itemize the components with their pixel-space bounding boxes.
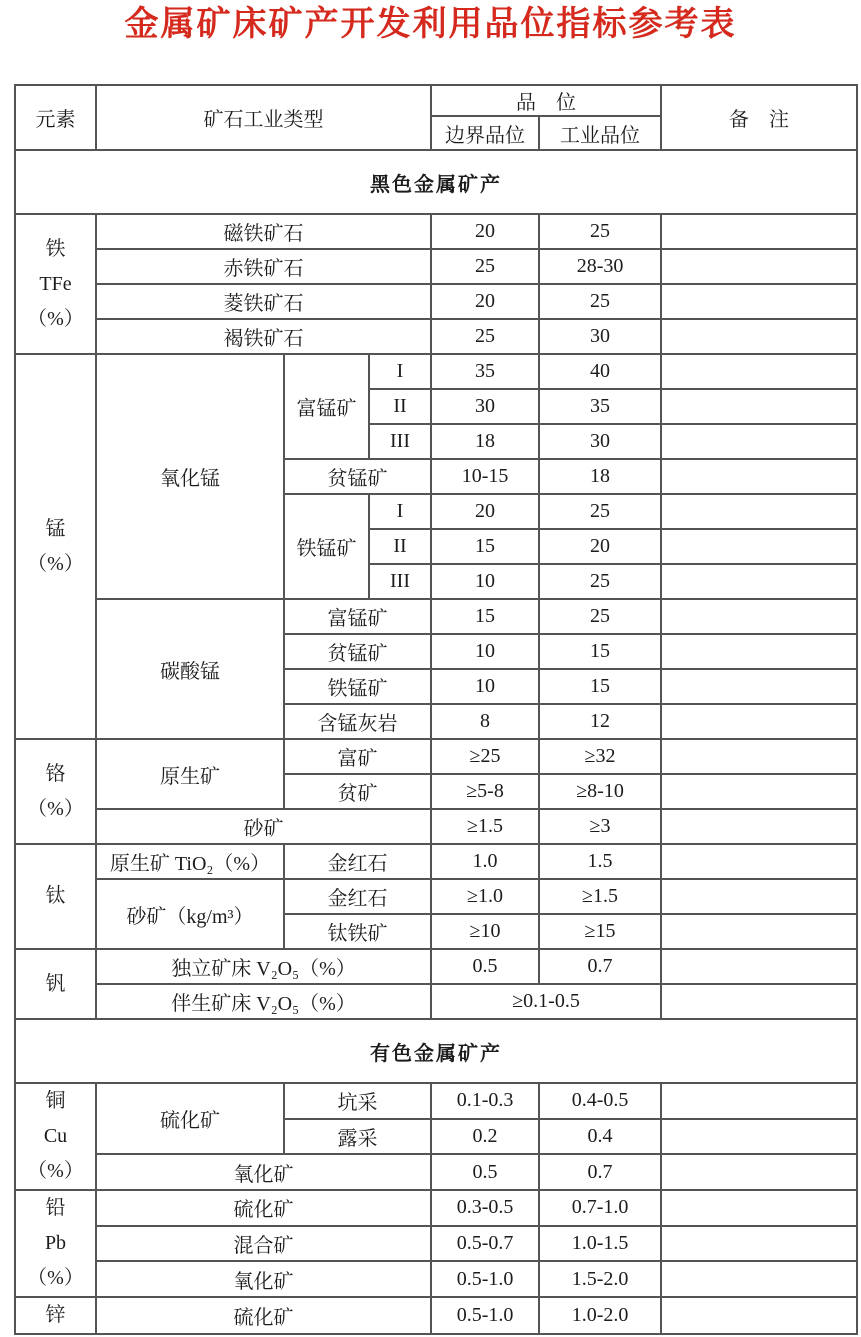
remark-cell [661, 984, 857, 1019]
ore-type-cell: 独立矿床 V₂O₅（%） [96, 949, 431, 984]
ore-subtype-cell: 金红石 [284, 879, 431, 914]
ore-type-cell: 混合矿 [96, 1226, 431, 1262]
remark-cell [661, 914, 857, 949]
industrial-grade-cell: 0.4-0.5 [539, 1083, 661, 1119]
section-header-ferrous: 黑色金属矿产 [15, 150, 857, 214]
grade-class-cell: II [369, 389, 431, 424]
element-line: 钛 [45, 885, 66, 907]
header-element: 元素 [15, 85, 96, 150]
boundary-grade-cell: 25 [431, 319, 539, 354]
element-cell-iron [15, 214, 96, 354]
industrial-grade-cell: 1.0-2.0 [539, 1297, 661, 1334]
remark-cell [661, 739, 857, 774]
industrial-grade-cell: 25 [539, 214, 661, 249]
ore-type-cell: 伴生矿床 V₂O₅（%） [96, 984, 431, 1019]
ore-subtype-cell: 贫锰矿 [284, 459, 431, 494]
grade-class-cell: I [369, 494, 431, 529]
ore-subtype-cell: 露采 [284, 1119, 431, 1155]
industrial-grade-cell: 30 [539, 424, 661, 459]
element-cell-lead [15, 1190, 96, 1297]
ore-type-cell: 硫化矿 [96, 1297, 431, 1334]
ore-type-cell: 原生矿 [96, 739, 284, 809]
element-line: Pb [44, 1232, 67, 1254]
remark-cell [661, 424, 857, 459]
boundary-grade-cell: 20 [431, 214, 539, 249]
ore-type-cell: 氧化锰 [96, 354, 284, 599]
industrial-grade-cell: ≥15 [539, 914, 661, 949]
ore-subtype-cell: 金红石 [284, 844, 431, 879]
grade-class-cell: II [369, 529, 431, 564]
header-boundary-grade: 边界品位 [431, 116, 539, 150]
header-grade: 品 位 [431, 85, 661, 116]
boundary-grade-cell: 15 [431, 529, 539, 564]
remark-cell [661, 494, 857, 529]
boundary-grade-cell: 0.5-0.7 [431, 1226, 539, 1262]
grade-span-cell: ≥0.1-0.5 [431, 984, 661, 1019]
boundary-grade-cell: 20 [431, 284, 539, 319]
ore-type-cell: 菱铁矿石 [96, 284, 431, 319]
element-cell-copper [15, 1083, 96, 1190]
industrial-grade-cell: 25 [539, 564, 661, 599]
ore-type-cell: 硫化矿 [96, 1083, 284, 1154]
remark-cell [661, 774, 857, 809]
element-cell-chromium [15, 739, 96, 844]
boundary-grade-cell: 1.0 [431, 844, 539, 879]
boundary-grade-cell: 25 [431, 249, 539, 284]
ore-subtype-cell: 富锰矿 [284, 354, 369, 459]
remark-cell [661, 844, 857, 879]
ore-subtype-cell: 铁锰矿 [284, 669, 431, 704]
ore-type-cell: 碳酸锰 [96, 599, 284, 739]
remark-cell [661, 704, 857, 739]
industrial-grade-cell: 15 [539, 669, 661, 704]
remark-cell [661, 214, 857, 249]
industrial-grade-cell: ≥3 [539, 809, 661, 844]
boundary-grade-cell: 8 [431, 704, 539, 739]
ore-subtype-cell: 钛铁矿 [284, 914, 431, 949]
boundary-grade-cell: 0.2 [431, 1119, 539, 1155]
industrial-grade-cell: 0.7 [539, 1154, 661, 1190]
remark-cell [661, 1261, 857, 1297]
remark-cell [661, 529, 857, 564]
element-line: （%） [27, 1267, 84, 1289]
grade-class-cell: III [369, 424, 431, 459]
industrial-grade-cell: 1.0-1.5 [539, 1226, 661, 1262]
boundary-grade-cell: ≥25 [431, 739, 539, 774]
industrial-grade-cell: 0.7 [539, 949, 661, 984]
ore-subtype-cell: 含锰灰岩 [284, 704, 431, 739]
remark-cell [661, 1119, 857, 1155]
ore-type-cell: 磁铁矿石 [96, 214, 431, 249]
boundary-grade-cell: 35 [431, 354, 539, 389]
industrial-grade-cell: 15 [539, 634, 661, 669]
grade-class-cell: III [369, 564, 431, 599]
ore-subtype-cell: 富锰矿 [284, 599, 431, 634]
boundary-grade-cell: 10 [431, 564, 539, 599]
element-line: （%） [27, 1160, 84, 1182]
ore-subtype-cell: 贫锰矿 [284, 634, 431, 669]
element-cell-zinc [15, 1297, 96, 1334]
page-title: 金属矿床矿产开发利用品位指标参考表 [124, 6, 737, 43]
industrial-grade-cell: ≥8-10 [539, 774, 661, 809]
boundary-grade-cell: 10-15 [431, 459, 539, 494]
remark-cell [661, 1226, 857, 1262]
grade-class-cell: I [369, 354, 431, 389]
remark-cell [661, 669, 857, 704]
header-industrial-grade: 工业品位 [539, 116, 661, 150]
boundary-grade-cell: 18 [431, 424, 539, 459]
industrial-grade-cell: 20 [539, 529, 661, 564]
ore-type-cell: 褐铁矿石 [96, 319, 431, 354]
remark-cell [661, 1083, 857, 1119]
element-line: 铅 [45, 1197, 66, 1219]
element-line: 钒 [45, 972, 66, 995]
boundary-grade-cell: ≥1.5 [431, 809, 539, 844]
element-line: （%） [27, 307, 84, 330]
boundary-grade-cell: 20 [431, 494, 539, 529]
boundary-grade-cell: 0.5 [431, 1154, 539, 1190]
element-line: （%） [27, 552, 84, 575]
remark-cell [661, 809, 857, 844]
header-remarks: 备 注 [661, 85, 857, 150]
industrial-grade-cell: 40 [539, 354, 661, 389]
remark-cell [661, 1190, 857, 1226]
industrial-grade-cell: ≥32 [539, 739, 661, 774]
industrial-grade-cell: 30 [539, 319, 661, 354]
remark-cell [661, 949, 857, 984]
boundary-grade-cell: ≥1.0 [431, 879, 539, 914]
element-line: 铬 [45, 762, 66, 785]
remark-cell [661, 459, 857, 494]
element-cell-vanadium [15, 949, 96, 1019]
ore-type-cell: 氧化矿 [96, 1154, 431, 1190]
header-ore-type: 矿石工业类型 [96, 85, 431, 150]
grade-reference-table [14, 84, 858, 1335]
ore-subtype-cell: 铁锰矿 [284, 494, 369, 599]
ore-subtype-cell: 贫矿 [284, 774, 431, 809]
boundary-grade-cell: 15 [431, 599, 539, 634]
ore-type-cell: 砂矿 [96, 809, 431, 844]
boundary-grade-cell: 0.5-1.0 [431, 1261, 539, 1297]
element-line: TFe [39, 272, 72, 295]
remark-cell [661, 389, 857, 424]
industrial-grade-cell: 0.4 [539, 1119, 661, 1155]
element-line: 锰 [45, 517, 66, 540]
boundary-grade-cell: 0.5 [431, 949, 539, 984]
element-line: 锌 [45, 1304, 66, 1326]
industrial-grade-cell: 18 [539, 459, 661, 494]
boundary-grade-cell: 10 [431, 669, 539, 704]
boundary-grade-cell: 30 [431, 389, 539, 424]
industrial-grade-cell: 25 [539, 284, 661, 319]
ore-subtype-cell: 坑采 [284, 1083, 431, 1119]
remark-cell [661, 249, 857, 284]
industrial-grade-cell: 28-30 [539, 249, 661, 284]
remark-cell [661, 284, 857, 319]
remark-cell [661, 599, 857, 634]
boundary-grade-cell: ≥5-8 [431, 774, 539, 809]
industrial-grade-cell: 1.5 [539, 844, 661, 879]
remark-cell [661, 354, 857, 389]
boundary-grade-cell: 10 [431, 634, 539, 669]
ore-subtype-cell: 富矿 [284, 739, 431, 774]
ore-type-cell: 硫化矿 [96, 1190, 431, 1226]
element-line: 铜 [45, 1090, 66, 1112]
ore-type-cell: 砂矿（kg/m³） [96, 879, 284, 949]
boundary-grade-cell: 0.1-0.3 [431, 1083, 539, 1119]
section-header-nonferrous: 有色金属矿产 [15, 1019, 857, 1083]
remark-cell [661, 1154, 857, 1190]
element-line: Cu [43, 1125, 68, 1147]
industrial-grade-cell: 12 [539, 704, 661, 739]
industrial-grade-cell: 25 [539, 599, 661, 634]
boundary-grade-cell: 0.3-0.5 [431, 1190, 539, 1226]
remark-cell [661, 319, 857, 354]
industrial-grade-cell: 1.5-2.0 [539, 1261, 661, 1297]
element-line: （%） [27, 797, 84, 820]
boundary-grade-cell: ≥10 [431, 914, 539, 949]
industrial-grade-cell: 25 [539, 494, 661, 529]
industrial-grade-cell: ≥1.5 [539, 879, 661, 914]
element-cell-titanium [15, 844, 96, 949]
ore-type-cell: 氧化矿 [96, 1261, 431, 1297]
element-cell-manganese [15, 354, 96, 739]
ore-type-cell: 赤铁矿石 [96, 249, 431, 284]
remark-cell [661, 564, 857, 599]
remark-cell [661, 879, 857, 914]
industrial-grade-cell: 35 [539, 389, 661, 424]
industrial-grade-cell: 0.7-1.0 [539, 1190, 661, 1226]
boundary-grade-cell: 0.5-1.0 [431, 1297, 539, 1334]
ore-type-cell: 原生矿 TiO₂（%） [96, 844, 284, 879]
remark-cell [661, 634, 857, 669]
remark-cell [661, 1297, 857, 1334]
element-line: 铁 [45, 237, 66, 260]
